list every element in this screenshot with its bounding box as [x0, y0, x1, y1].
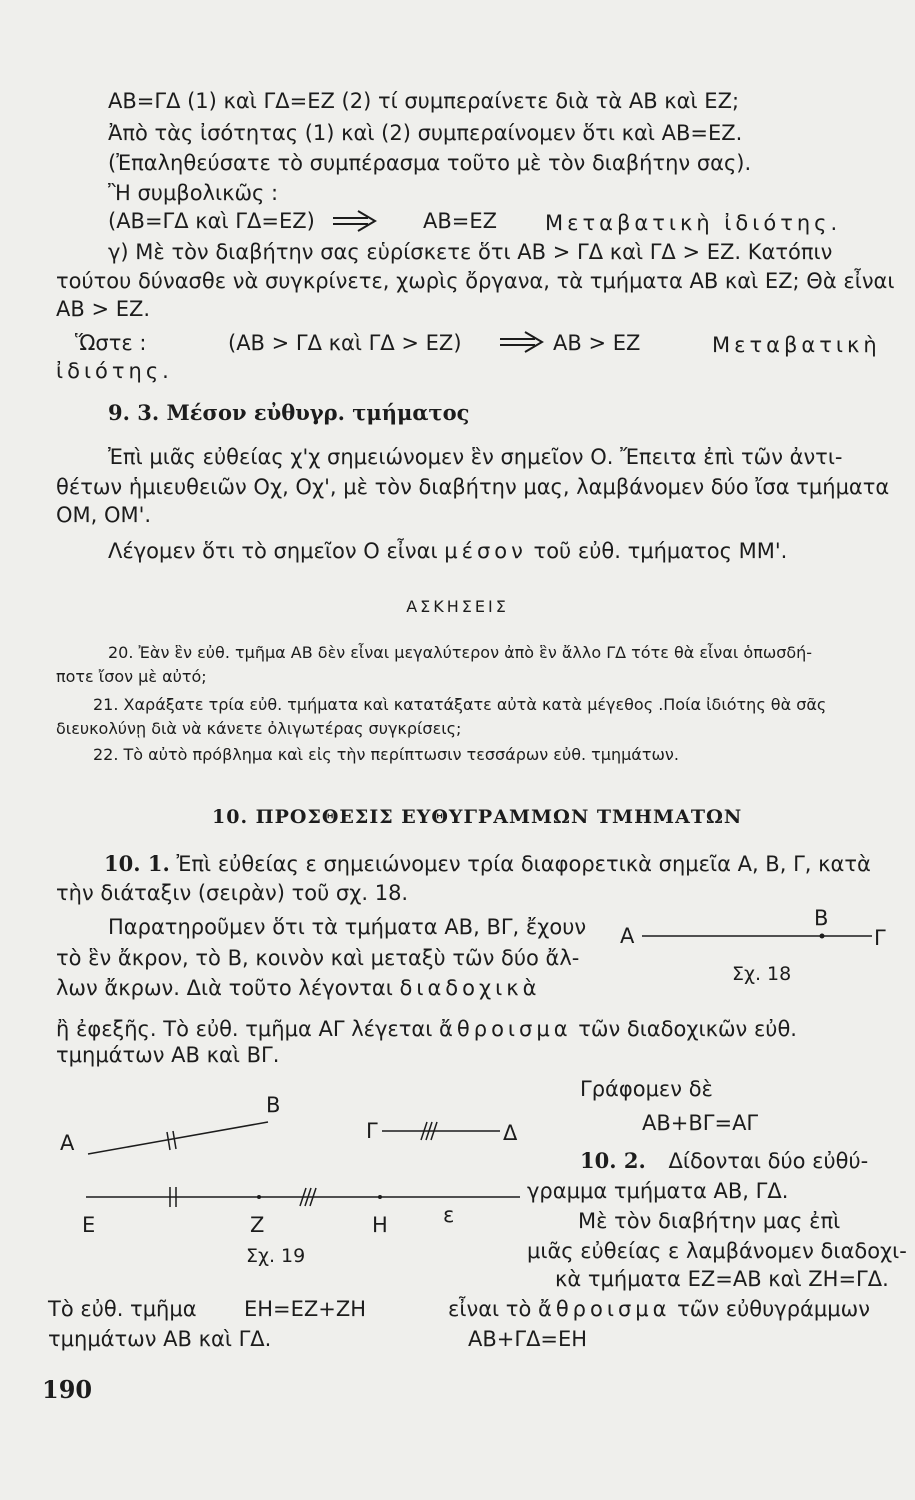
term-label: Μεταβατικὴ — [712, 333, 881, 357]
section-heading: 9. 3. Μέσον εὐθυγρ. τμήματος — [108, 400, 470, 425]
text-line: Τὸ εὐθ. τμῆμα — [48, 1297, 197, 1321]
segment-ab — [88, 1122, 268, 1154]
text-line: τὴν διάταξιν (σειρὰν) τοῦ σχ. 18. — [56, 881, 409, 905]
formula: ΑΒ+ΓΔ=ΕΗ — [468, 1327, 588, 1351]
term-label: μέσον — [444, 539, 527, 563]
point-b — [820, 934, 825, 939]
text-line: Μὲ τὸν διαβήτην μας ἐπὶ — [578, 1209, 841, 1233]
label-epsilon: ε — [443, 1203, 455, 1227]
text-line: Λέγομεν ὅτι τὸ σημεῖον Ο εἶναι μέσον τοῦ εὐθ. τμήματος ΜΜ'. — [108, 539, 788, 563]
label-g: Γ — [366, 1119, 378, 1143]
text-line: ΟΜ, ΟΜ'. — [56, 503, 152, 527]
formula: ΑΒ+ΒΓ=ΑΓ — [642, 1111, 759, 1135]
section-heading: 10. ΠΡΟΣΘΕΣΙΣ ΕΥΘΥΓΡΑΜΜΩΝ ΤΜΗΜΑΤΩΝ — [212, 806, 743, 828]
exercise-20-cont: ποτε ἴσον μὲ αὐτό; — [56, 667, 207, 686]
label-e: Ε — [82, 1213, 96, 1237]
text-line: 10. 1. Ἐπὶ εὐθείας ε σημειώνομεν τρία διαφορετικὰ σημεῖα Α, Β, Γ, κατὰ — [104, 851, 871, 876]
label-h: Η — [372, 1213, 388, 1237]
text-line: τούτου δύνασθε νὰ συγκρίνετε, χωρὶς ὄργανα, τὰ τμήματα ΑΒ καὶ ΕΖ; Θὰ εἶναι — [56, 269, 895, 293]
text-line: γραμμα τμήματα ΑΒ, ΓΔ. — [527, 1179, 789, 1203]
label-g: Γ — [874, 926, 886, 950]
text-line: θέτων ἡμιευθειῶν Οχ, Οχ', μὲ τὸν διαβήτην μας, λαμβάνομεν δύο ἴσα τμήματα — [56, 475, 890, 499]
figure-caption: Σχ. 18 — [732, 963, 792, 985]
subsection-number: 10. 1. — [104, 851, 170, 876]
label-z: Ζ — [250, 1213, 265, 1237]
subsection-number: 10. 2. — [580, 1148, 646, 1173]
point-z — [257, 1195, 261, 1199]
text-line: Ὥστε : — [75, 331, 147, 355]
text-line: (ΑΒ > ΓΔ καὶ ΓΔ > ΕΖ) — [228, 331, 462, 355]
term-label: ἄθροισμα — [439, 1017, 572, 1041]
text-line: κὰ τμήματα ΕΖ=ΑΒ καὶ ΖΗ=ΓΔ. — [555, 1267, 889, 1291]
tick-mark-2 — [167, 1131, 176, 1150]
label-a: Α — [60, 1131, 75, 1155]
text-line: γ) Μὲ τὸν διαβήτην σας εὑρίσκετε ὅτι ΑΒ > ΓΔ καὶ ΓΔ > ΕΖ. Κατόπιν — [108, 240, 833, 264]
text-line: Παρατηροῦμεν ὅτι τὰ τμήματα ΑΒ, ΒΓ, ἔχουν — [108, 915, 587, 939]
figure-caption: Σχ. 19 — [246, 1245, 306, 1267]
tick-mark-2 — [170, 1187, 176, 1207]
term-label: ἄθροισμα — [537, 1297, 671, 1321]
exercises-title: ΑΣΚΗΣΕΙΣ — [406, 597, 509, 616]
label-d: Δ — [503, 1121, 518, 1145]
exercise-21-cont: διευκολύνῃ διὰ νὰ κάνετε ὀλιγωτέρας συγκρίσεις; — [56, 719, 462, 738]
page-number: 190 — [42, 1375, 93, 1404]
text-line: ΑΒ > ΕΖ. — [56, 297, 151, 321]
label-a: Α — [620, 924, 635, 948]
exercise-20: 20. Ἐὰν ἓν εὐθ. τμῆμα ΑΒ δὲν εἶναι μεγαλύτερον ἀπὸ ἓν ἄλλο ΓΔ τότε θὰ εἶναι ὁπωσδή- — [108, 643, 813, 662]
text-line: (Ἐπαληθεύσατε τὸ συμπέρασμα τοῦτο μὲ τὸν διαβήτην σας). — [108, 151, 752, 175]
text-line: Γράφομεν δὲ — [580, 1077, 713, 1101]
label-b: Β — [266, 1093, 281, 1117]
label-b: Β — [814, 906, 829, 930]
text-line: τμημάτων ΑΒ καὶ ΓΔ. — [48, 1327, 272, 1351]
formula: ΕΗ=ΕΖ+ΖΗ — [244, 1297, 367, 1321]
text-line: (ΑΒ=ΓΔ καὶ ΓΔ=ΕΖ) — [108, 209, 315, 233]
text-line: εἶναι τὸ ἄθροισμα τῶν εὐθυγράμμων — [448, 1297, 870, 1321]
text-line: 10. 2. Δίδονται δύο εὐθύ- — [580, 1148, 869, 1173]
text-line: τὸ ἓν ἄκρον, τὸ Β, κοινὸν καὶ μεταξὺ τῶν δύο ἄλ- — [56, 946, 580, 970]
text-line: Ἐπὶ μιᾶς εὐθείας χ'χ σημειώνομεν ἓν σημεῖον Ο. Ἔπειτα ἐπὶ τῶν ἀντι- — [108, 445, 843, 469]
arrow-icon — [500, 332, 542, 352]
term-label: ἰδιότης. — [56, 359, 173, 383]
arrow-icon — [333, 211, 375, 231]
text-line: Ἀπὸ τὰς ἰσότητας (1) καὶ (2) συμπεραίνομεν ὅτι καὶ ΑΒ=ΕΖ. — [108, 121, 743, 145]
tick-mark-3 — [300, 1188, 316, 1206]
term-label: Μεταβατικὴ ἰδιότης. — [545, 211, 842, 235]
text-line: ΑΒ=ΕΖ — [423, 209, 498, 233]
text-line: Ἢ συμβολικῶς : — [108, 181, 279, 205]
text-line: ΑΒ=ΓΔ (1) καὶ ΓΔ=ΕΖ (2) τί συμπεραίνετε διὰ τὰ ΑΒ καὶ ΕΖ; — [108, 89, 740, 113]
exercise-21: 21. Χαράξατε τρία εὐθ. τμήματα καὶ κατατάξατε αὐτὰ κατὰ μέγεθος .Ποία ἰδιότης θὰ σᾶς — [93, 695, 827, 714]
text-line: ἢ ἐφεξῆς. Τὸ εὐθ. τμῆμα ΑΓ λέγεται ἄθροισμα τῶν διαδοχικῶν εὐθ. — [56, 1017, 797, 1041]
point-h — [378, 1195, 382, 1199]
term-label: διαδοχικὰ — [399, 976, 541, 1000]
text-line: μιᾶς εὐθείας ε λαμβάνομεν διαδοχι- — [527, 1239, 907, 1263]
text-line: τμημάτων ΑΒ καὶ ΒΓ. — [56, 1043, 280, 1067]
tick-mark-3 — [421, 1122, 437, 1140]
exercise-22: 22. Τὸ αὐτὸ πρόβλημα καὶ εἰς τὴν περίπτωσιν τεσσάρων εὐθ. τμημάτων. — [93, 745, 679, 764]
text-line: ΑΒ > ΕΖ — [553, 331, 641, 355]
text-line: λων ἄκρων. Διὰ τοῦτο λέγονται διαδοχικὰ — [56, 976, 541, 1000]
